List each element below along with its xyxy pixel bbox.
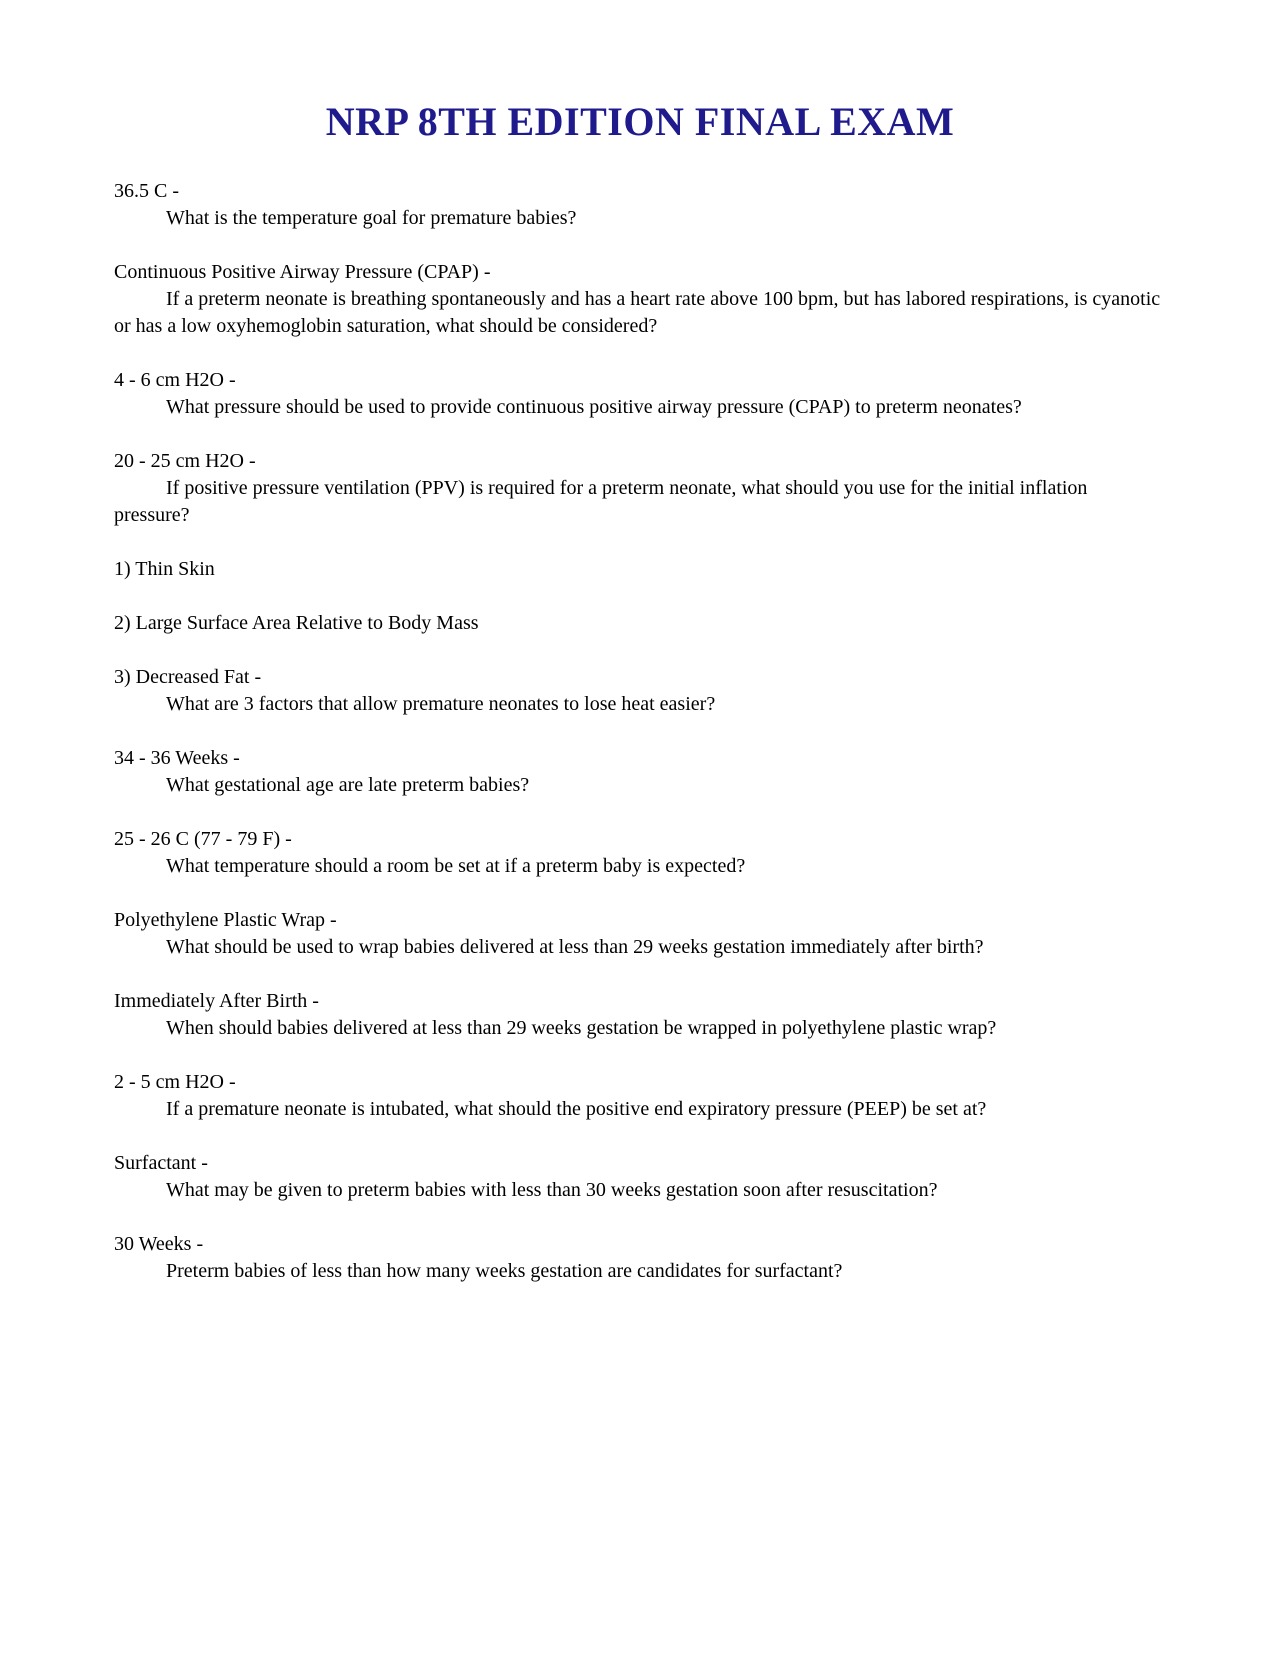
question-text: If a preterm neonate is breathing spontaneously and has a heart rate above 100 bpm, but has labored respirations, is cyanotic or has a low oxyhemoglobin saturation, what should be considered? [114,288,1161,337]
question-text: What are 3 factors that allow premature neonates to lose heat easier? [166,693,716,715]
answer-term: 4 - 6 cm H2O - [114,369,236,391]
question-text: What is the temperature goal for premature babies? [166,207,577,229]
answer-term: 34 - 36 Weeks - [114,747,240,769]
answer-term: 2 - 5 cm H2O - [114,1071,236,1093]
question-text: What pressure should be used to provide continuous positive airway pressure (CPAP) to preterm neonates? [166,396,1022,418]
qa-list [114,178,1166,1285]
qa-item [114,610,1166,637]
question-text: What gestational age are late preterm babies? [166,774,530,796]
answer-term: 30 Weeks - [114,1233,204,1255]
qa-item [114,259,1166,340]
qa-item [114,664,1166,718]
page-title: NRP 8TH EDITION FINAL EXAM [325,99,955,144]
question-text: Preterm babies of less than how many weeks gestation are candidates for surfactant? [166,1260,843,1282]
answer-term: Immediately After Birth - [114,990,319,1012]
answer-term: 36.5 C - [114,180,179,202]
answer-term: 3) Decreased Fat - [114,666,262,688]
answer-term: 2) Large Surface Area Relative to Body Mass [114,612,479,634]
qa-item [114,367,1166,421]
answer-term: Surfactant - [114,1152,208,1174]
answer-term: 1) Thin Skin [114,558,215,580]
qa-item [114,178,1166,232]
question-text: If positive pressure ventilation (PPV) is required for a preterm neonate, what should you use for the initial inflation pressure? [114,477,1088,526]
question-text: What should be used to wrap babies delivered at less than 29 weeks gestation immediately after birth? [166,936,984,958]
question-text: What temperature should a room be set at if a preterm baby is expected? [166,855,746,877]
answer-term: Continuous Positive Airway Pressure (CPAP) - [114,261,491,283]
question-text: If a premature neonate is intubated, what should the positive end expiratory pressure (PEEP) be set at? [166,1098,987,1120]
qa-item [114,1150,1166,1204]
question-text: What may be given to preterm babies with less than 30 weeks gestation soon after resuscitation? [166,1179,938,1201]
qa-item [114,907,1166,961]
answer-term: 20 - 25 cm H2O - [114,450,256,472]
question-text: When should babies delivered at less than 29 weeks gestation be wrapped in polyethylene plastic wrap? [166,1017,997,1039]
qa-item [114,448,1166,529]
qa-item [114,1069,1166,1123]
qa-item [114,1231,1166,1285]
answer-term: Polyethylene Plastic Wrap - [114,909,337,931]
answer-term: 25 - 26 C (77 - 79 F) - [114,828,292,850]
qa-item [114,745,1166,799]
qa-item [114,556,1166,583]
qa-item [114,988,1166,1042]
qa-item [114,826,1166,880]
